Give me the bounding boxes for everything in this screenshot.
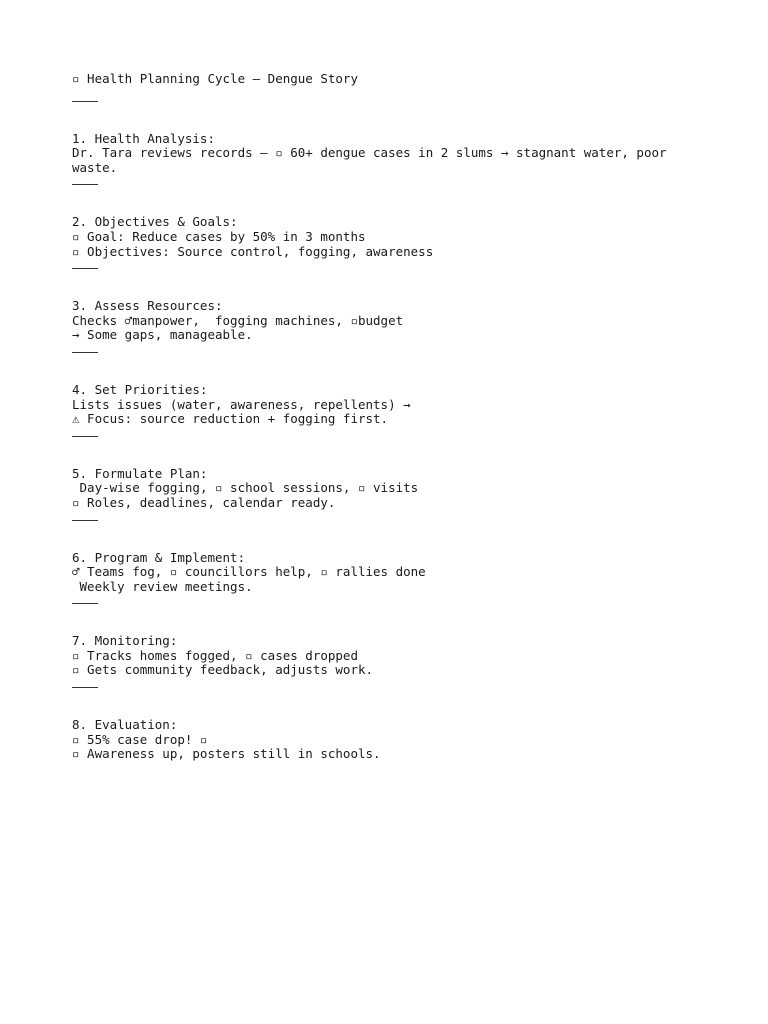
section-line: ▫ Objectives: Source control, fogging, awareness bbox=[72, 243, 434, 259]
section-health-analysis bbox=[72, 132, 702, 176]
section-line: ▫ 55% case drop! ▫ bbox=[72, 731, 208, 747]
section-line: Lists issues (water, awareness, repellents) → bbox=[72, 396, 411, 412]
section-line: Weekly review meetings. bbox=[72, 578, 253, 594]
section-line: Checks ♂manpower, fogging machines, ▫budget bbox=[72, 312, 404, 328]
section-assess-resources bbox=[72, 299, 702, 343]
section-objectives-goals bbox=[72, 215, 702, 259]
section-heading: 2. Objectives & Goals: bbox=[72, 214, 238, 230]
section-line: Dr. Tara reviews records – ▫ 60+ dengue cases in 2 slums → stagnant water, poor waste. bbox=[72, 145, 675, 175]
section-monitoring bbox=[72, 634, 702, 678]
section-heading: 3. Assess Resources: bbox=[72, 298, 223, 314]
section-line: ▫ Roles, deadlines, calendar ready. bbox=[72, 494, 336, 510]
divider bbox=[72, 520, 98, 521]
divider bbox=[72, 101, 98, 102]
section-heading: 7. Monitoring: bbox=[72, 633, 178, 649]
divider bbox=[72, 436, 98, 437]
document-title: ▫ Health Planning Cycle – Dengue Story bbox=[72, 71, 358, 86]
section-line: ▫ Tracks homes fogged, ▫ cases dropped bbox=[72, 647, 358, 663]
section-line: ▫ Gets community feedback, adjusts work. bbox=[72, 662, 374, 678]
divider bbox=[72, 352, 98, 353]
section-set-priorities bbox=[72, 383, 702, 427]
divider bbox=[72, 184, 98, 185]
section-heading: 1. Health Analysis: bbox=[72, 130, 215, 146]
section-heading: 8. Evaluation: bbox=[72, 717, 178, 733]
section-program-implement bbox=[72, 551, 702, 595]
section-heading: 4. Set Priorities: bbox=[72, 381, 208, 397]
document-body bbox=[72, 72, 702, 762]
section-line: Day-wise fogging, ▫ school sessions, ▫ visits bbox=[72, 480, 419, 496]
section-line: → Some gaps, manageable. bbox=[72, 327, 253, 343]
divider bbox=[72, 603, 98, 604]
section-line: ⚠ Focus: source reduction + fogging first. bbox=[72, 411, 389, 427]
section-line: ♂ Teams fog, ▫ councillors help, ▫ rallies done bbox=[72, 564, 426, 580]
section-line: ▫ Awareness up, posters still in schools. bbox=[72, 746, 381, 762]
section-evaluation bbox=[72, 718, 702, 762]
divider bbox=[72, 268, 98, 269]
section-heading: 5. Formulate Plan: bbox=[72, 465, 208, 481]
section-heading: 6. Program & Implement: bbox=[72, 549, 246, 565]
divider bbox=[72, 687, 98, 688]
section-line: ▫ Goal: Reduce cases by 50% in 3 months bbox=[72, 228, 366, 244]
section-formulate-plan bbox=[72, 467, 702, 511]
